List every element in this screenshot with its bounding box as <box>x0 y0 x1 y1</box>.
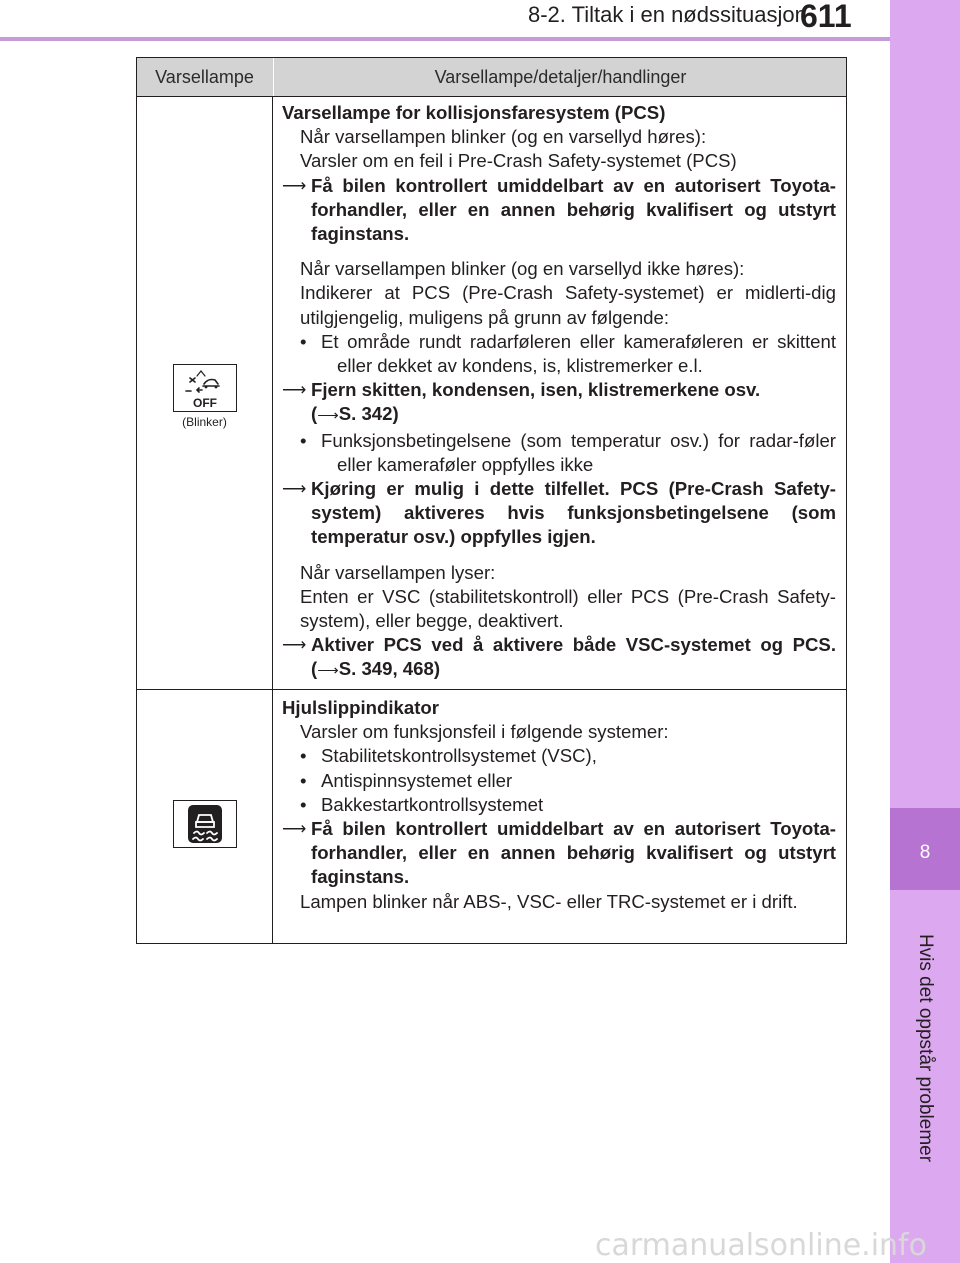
ref-arrow-icon: ⟶ <box>317 407 339 425</box>
slip-line1: Varsler om funksjonsfeil i følgende systemer: <box>300 721 669 743</box>
slip-indicator-icon <box>173 800 237 848</box>
pcs-case1-action: ⟶ Få bilen kontrollert umiddelbart av en autorisert Toyota-forhandler, eller en annen behørig kvalifisert og utstyrt faginstans. <box>282 174 836 245</box>
pcs-off-icon <box>173 364 237 412</box>
pcs-case2-action1: ⟶ Fjern skitten, kondensen, isen, klistremerkene osv. (⟶S. 342) <box>282 379 761 425</box>
arrow-icon: ⟶ <box>282 380 307 400</box>
pcs-case1-condition: Når varsellampen blinker (og en varsellyd høres): <box>300 126 707 148</box>
slip-note: Lampen blinker når ABS-, VSC- eller TRC-systemet er i drift. <box>300 890 798 912</box>
page-number: 611 <box>800 0 852 34</box>
column-divider <box>272 97 273 943</box>
pcs-case2-condition: Når varsellampen blinker (og en varsellyd ikke høres): <box>300 258 745 280</box>
slip-bullet: • Stabilitetskontrollsystemet (VSC), <box>300 745 597 767</box>
watermark: carmanualsonline.info <box>595 1228 927 1263</box>
blink-caption: (Blinker) <box>182 415 227 429</box>
warning-lamp-table <box>136 57 847 944</box>
row-divider <box>137 689 846 690</box>
section-title: 8-2. Tiltak i en nødssituasjon <box>528 2 807 27</box>
chapter-title: Hvis det oppstår problemer <box>915 933 936 1163</box>
page-ref-342[interactable]: S. 342) <box>338 403 399 425</box>
pcs-case2-bullet1: • Et område rundt radarføleren eller kameraføleren er skittent eller dekket av kondens, is, klistremerker e.l. <box>300 330 836 377</box>
pcs-description <box>282 101 836 684</box>
header-rule <box>0 37 890 41</box>
page-ref-349-468[interactable]: S. 349, 468) <box>338 658 441 680</box>
arrow-icon: ⟶ <box>282 819 307 839</box>
pcs-case2-meaning: Indikerer at PCS (Pre-Crash Safety-systemet) er midlerti-dig utilgjengelig, muligens på grunn av følgende: <box>300 282 836 328</box>
chapter-number-box <box>890 808 960 890</box>
ref-arrow-icon: ⟶ <box>317 662 339 680</box>
col-header-lamp: Varsellampe <box>155 67 254 87</box>
slip-bullet: • Antispinnsystemet eller <box>300 769 513 791</box>
pcs-case3-meaning: Enten er VSC (stabilitetskontroll) eller PCS (Pre-Crash Safety-system), eller begge, deaktivert. <box>300 585 836 632</box>
pcs-case2-bullet2: • Funksjonsbetingelsene (som temperatur osv.) for radar-føler eller kameraføler oppfylles ikke <box>300 429 836 475</box>
pcs-case2-action2: ⟶ Kjøring er mulig i dette tilfellet. PCS (Pre-Crash Safety-system) aktiveres hvis funksjonsbetingelsene (som temperatur osv.) oppfylles igjen. <box>282 478 836 548</box>
table-header <box>137 58 846 97</box>
pcs-case3-action: ⟶ Aktiver PCS ved å aktivere både VSC-systemet og PCS. (⟶S. 349, 468) <box>282 634 836 680</box>
arrow-icon: ⟶ <box>282 635 307 655</box>
slip-description <box>282 696 836 914</box>
slip-bullet: • Bakkestartkontrollsystemet <box>300 793 544 815</box>
arrow-icon: ⟶ <box>282 175 307 195</box>
arrow-icon: ⟶ <box>282 479 307 499</box>
chapter-number: 8 <box>919 842 931 863</box>
pcs-case3-condition: Når varsellampen lyser: <box>300 561 496 583</box>
svg-text:OFF: OFF <box>193 396 217 410</box>
slip-action: ⟶ Få bilen kontrollert umiddelbart av en autorisert Toyota-forhandler, eller en annen behørig kvalifisert og utstyrt faginstans. <box>282 818 836 888</box>
slip-title: Hjulslippindikator <box>282 697 440 718</box>
pcs-title: Varsellampe for kollisjonsfaresystem (PCS) <box>282 102 666 123</box>
col-header-details: Varsellampe/detaljer/handlinger <box>273 58 847 96</box>
pcs-case1-meaning: Varsler om en feil i Pre-Crash Safety-systemet (PCS) <box>300 150 737 172</box>
